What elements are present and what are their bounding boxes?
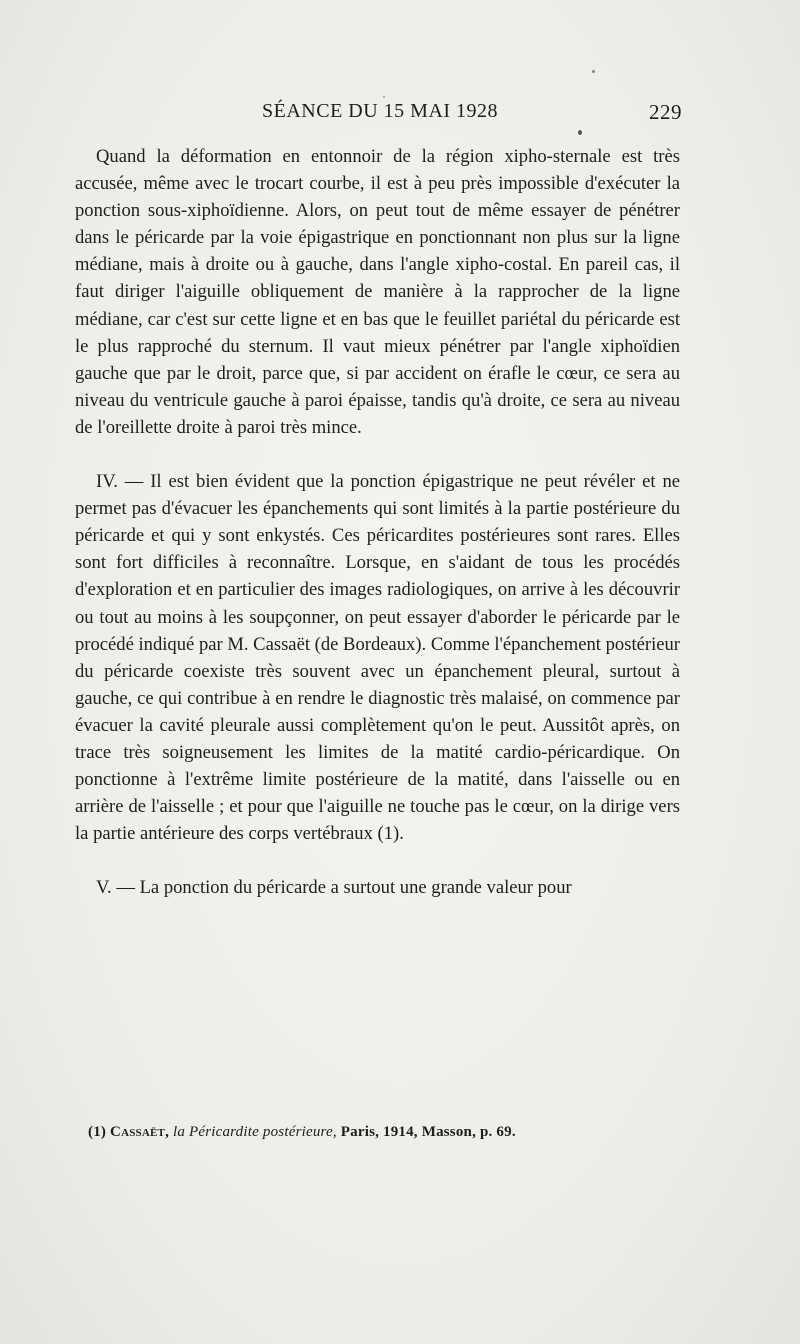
print-speck [578, 130, 582, 135]
paragraph-section-iv: IV. — Il est bien évident que la ponction épigastrique ne peut révéler et ne permet pas d'évacuer les épanchements qui sont limités à la partie postérieure du péricarde et qui y sont enkystés. Ces péricardites postérieures sont rares. Elles sont fort difficiles à reconnaître. Lorsque, en s'aidant de tous les procédés d'exploration et en particulier des images radiologiques, on arrive à les découvrir ou tout au moins à les soupçonner, on peut essayer d'aborder le péricarde par le procédé indiqué par M. Cassaët (de Bordeaux). Comme l'épanchement postérieur du péricarde coexiste très souvent avec un épanchement pleural, surtout à gauche, ce qui contribue à en rendre le diagnostic très malaisé, on commence par évacuer la cavité pleurale aussi complètement qu'on le peut. Aussitôt après, on trace très soigneusement les limites de la matité cardio-péricardique. On ponctionne à l'extrême limite postérieure de la matité, dans l'aisselle ou en arrière de l'aisselle ; et pour que l'aiguille ne touche pas le cœur, on la dirige vers la partie antérieure des corps vertébraux (1). [75, 471, 680, 845]
running-title: SÉANCE DU 15 MAI 1928 [262, 100, 499, 122]
footnote-author: Cassaët, [110, 1124, 170, 1140]
footnote [88, 1124, 688, 1141]
paragraph-xipho-costal: Quand la déformation en entonnoir de la région xipho-sternale est très accusée, même avec le trocart courbe, il est à peu près impossible d'exécuter la ponction sous-xiphoïdienne. Alors, on peut tout de même essayer de pénétrer dans le péricarde par la voie épigastrique en ponctionnant non plus sur la ligne médiane, mais à droite ou à gauche, dans l'angle xipho-costal. En pareil cas, il faut diriger l'aiguille obliquement de manière à la rapprocher de la ligne médiane, car c'est sur cette ligne et en bas que le feuillet pariétal du péricarde est le plus rapproché du sternum. Il vaut mieux pénétrer par l'angle xiphoïdien gauche que par le droit, parce que, si par accident on érafle le cœur, ce sera au niveau du ventricule gauche à paroi épaisse, tandis qu'à droite, ce sera au niveau de l'oreillette droite à paroi très mince. [75, 146, 680, 438]
footnote-marker: (1) [88, 1124, 107, 1140]
footnote-details: Paris, 1914, Masson, p. 69. [340, 1124, 516, 1140]
body-text [75, 143, 680, 901]
print-speck [383, 96, 385, 98]
running-header [262, 100, 682, 132]
paragraph-section-v: V. — La ponction du péricarde a surtout une grande valeur pour [96, 877, 572, 899]
page-number: 229 [649, 100, 682, 124]
print-speck [592, 70, 595, 73]
footnote-work-title: la Péricardite postérieure, [172, 1124, 337, 1140]
